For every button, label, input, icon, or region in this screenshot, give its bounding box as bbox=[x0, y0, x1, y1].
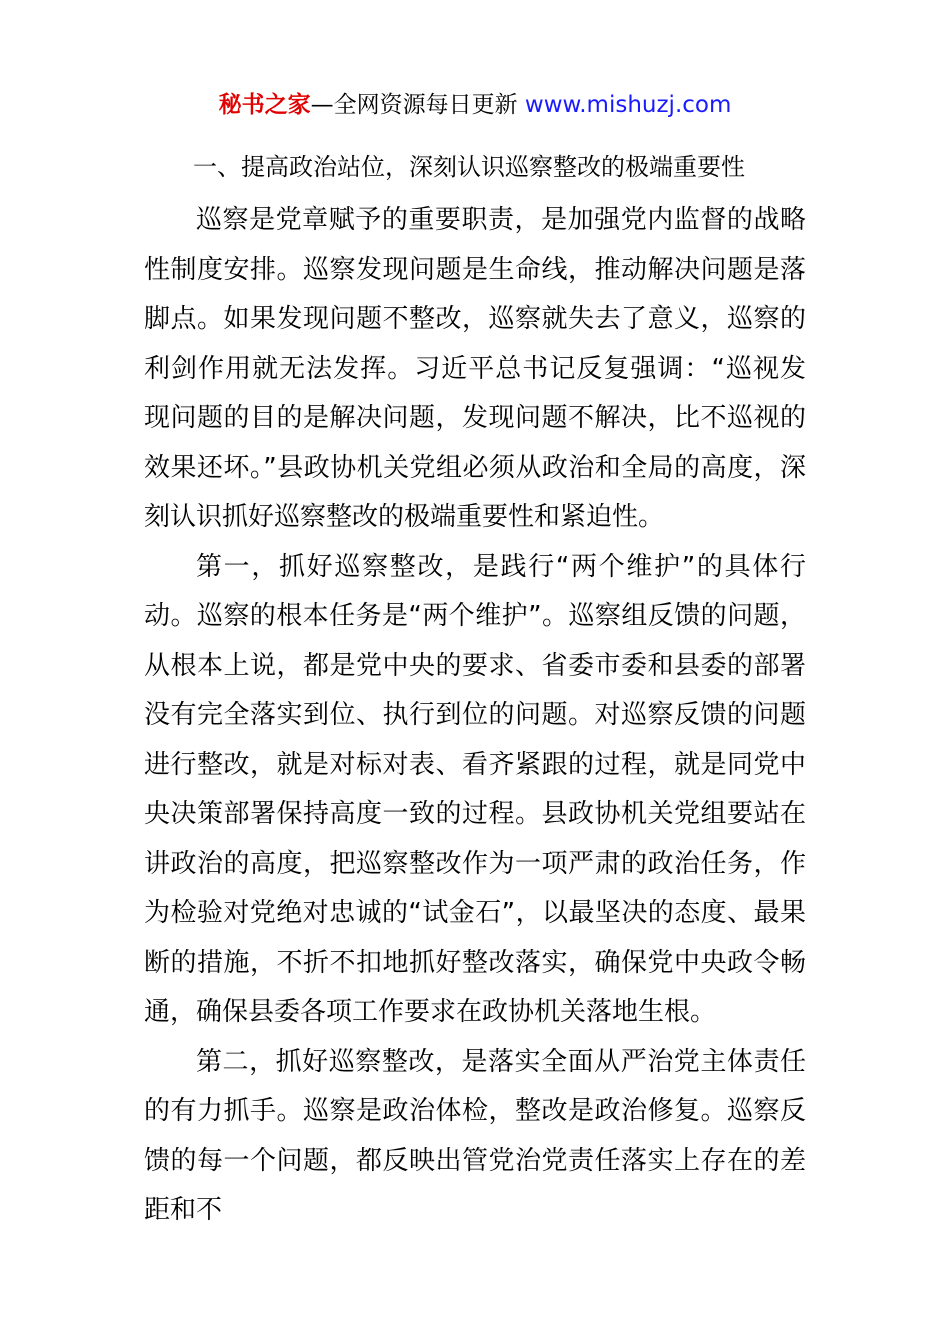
site-url-link[interactable]: www.mishuzj.com bbox=[524, 92, 732, 118]
brand-name: 秘书之家 bbox=[218, 92, 311, 118]
document-body bbox=[144, 196, 806, 1236]
paragraph: 第二，抓好巡察整改，是落实全面从严治党主体责任的有力抓手。巡察是政治体检，整改是政治修复。巡察反馈的每一个问题，都反映出管党治党责任落实上存在的差距和不 bbox=[144, 1046, 806, 1225]
paragraph: 第一，抓好巡察整改，是践行“两个维护”的具体行动。巡察的根本任务是“两个维护”。巡察组反馈的问题，从根本上说，都是党中央的要求、省委市委和县委的部署没有完全落实到位、执行到位的问题。对巡察反馈的问题进行整改，就是对标对表、看齐紧跟的过程，就是同党中央决策部署保持高度一致的过程。县政协机关党组要站在讲政治的高度，把巡察整改作为一项严肃的政治任务，作为检验对党绝对忠诚的“试金石”，以最坚决的态度、最果断的措施，不折不扣地抓好整改落实，确保党中央政令畅通，确保县委各项工作要求在政协机关落地生根。 bbox=[144, 551, 806, 1027]
paragraph: 巡察是党章赋予的重要职责，是加强党内监督的战略性制度安排。巡察发现问题是生命线，推动解决问题是落脚点。如果发现问题不整改，巡察就失去了意义，巡察的利剑作用就无法发挥。习近平总书记反复强调：“巡视发现问题的目的是解决问题，发现问题不解决，比不巡视的效果还坏。”县政协机关党组必须从政治和全局的高度，深刻认识抓好巡察整改的极端重要性和紧迫性。 bbox=[144, 205, 806, 532]
header-tagline: —全网资源每日更新 bbox=[310, 92, 525, 118]
section-heading: 一、提高政治站位，深刻认识巡察整改的极端重要性 bbox=[193, 153, 745, 181]
page-header bbox=[0, 88, 950, 122]
